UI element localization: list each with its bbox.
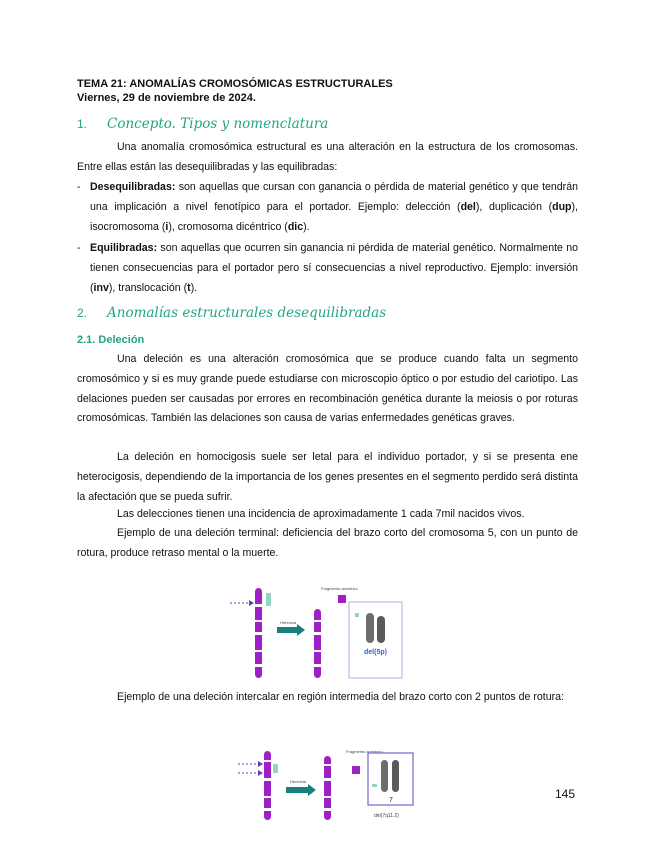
bullet-text: ), cromosoma dicéntrico ( xyxy=(168,220,288,233)
chromosome-band xyxy=(255,650,262,652)
chromosome-band xyxy=(255,604,262,607)
inheritance-label: Herencia xyxy=(280,620,297,625)
break-point-arrow-head xyxy=(249,600,254,606)
section-2-number: 2. xyxy=(77,306,88,320)
abbr-i: i xyxy=(165,220,169,233)
subsection-2-1-heading: 2.1. Deleción xyxy=(77,334,145,346)
abbr-del: del xyxy=(460,200,476,213)
deleted-segment-marker xyxy=(266,593,271,606)
chromosome-band xyxy=(255,664,262,667)
paragraph-intercalar-example: Ejemplo de una deleción intercalar en región intermedia del brazo corto con 2 puntos de rotura: xyxy=(117,691,564,703)
section-1-intro: Una anomalía cromosómica estructural es una alteración en la estructura de los cromosomas. Entre ellas están las desequilibradas y las equilibradas: xyxy=(77,141,578,173)
figure-intercalar-deletion xyxy=(236,748,416,820)
section-1-number: 1. xyxy=(77,117,88,131)
bullet-text: ). xyxy=(303,220,310,233)
bullet-desequilibradas xyxy=(77,178,578,237)
document-date: Viernes, 29 de noviembre de 2024. xyxy=(77,92,256,104)
break-point-arrow-head xyxy=(258,761,263,767)
deleted-segment-marker xyxy=(273,764,278,773)
paragraph-homocigosis: La deleción en homocigosis suele ser letal para el individuo portador, y si se presenta ene heterocigosis, dependiendo de la importancia de los genes presentes en el segmento perdido será distinta la afectación que se pueda sufrir. xyxy=(77,451,578,503)
chromosome-band xyxy=(314,632,321,635)
karyotype-label: del(5p) xyxy=(364,649,387,656)
chromosome-band xyxy=(264,796,271,798)
section-2-heading xyxy=(77,305,386,321)
acentric-fragment xyxy=(338,595,346,603)
inheritance-label: Herencia xyxy=(290,779,307,784)
chromosome-band xyxy=(264,808,271,811)
term-desequilibradas: Desequilibradas: xyxy=(90,181,176,193)
chromosome-band xyxy=(324,764,331,766)
abbr-dup: dup xyxy=(552,200,572,213)
paragraph-incidence: Las delecciones tienen una incidencia de aproximadamente 1 cada 7mil nacidos vivos. xyxy=(117,508,525,520)
fragment-label: Fragmento acéntrico xyxy=(346,749,383,754)
karyotype-chromosome xyxy=(381,760,388,792)
bullet-text: ). xyxy=(190,281,198,294)
chromosome-band xyxy=(314,650,321,652)
paragraph-deletion-definition: Una deleción es una alteración cromosómica que se produce cuando falta un segmento cromosómico y si es muy grande puede estudiarse con microscopio óptico o por estudio del cariotipo. Las delaciones pueden ser causadas por errores en recombinación genética durante la meiosis o por roturas cromosómicas. También las delaciones son causa de varias enfermedades genéticas graves. xyxy=(77,353,578,425)
bullet-dash: - xyxy=(77,242,81,254)
page-number: 145 xyxy=(555,787,576,801)
chromosome-band xyxy=(255,632,262,635)
abbr-dic: dic xyxy=(287,220,304,233)
chromosome-band xyxy=(264,760,271,762)
document-title: TEMA 21: ANOMALÍAS CROMOSÓMICAS ESTRUCTURALES xyxy=(77,78,393,90)
term-equilibradas: Equilibradas: xyxy=(90,242,158,254)
section-1-title: Concepto. Tipos y nomenclatura xyxy=(107,116,329,132)
acentric-fragment xyxy=(352,766,360,774)
chromosome-band xyxy=(324,796,331,798)
karyotype-label: del(7q11.2) xyxy=(374,813,399,819)
inheritance-arrow xyxy=(286,784,316,796)
chromosome-band xyxy=(324,808,331,811)
bullet-text: son aquellas que ocurren sin ganancia ni pérdida de material genético. Normalmente no tienen consecuencias para el portador pero sí consecuencias a nivel reproductivo. Ejemplo: inversión ( xyxy=(90,242,578,294)
paragraph-terminal-example: Ejemplo de una deleción terminal: deficiencia del brazo corto del cromosoma 5, con un punto de rotura, produce retraso mental o la muerte. xyxy=(77,527,578,559)
chromosome-band xyxy=(314,664,321,667)
break-point-arrow-head xyxy=(258,770,263,776)
bullet-text: ), isocromosoma ( xyxy=(90,200,579,233)
figure-terminal-deletion xyxy=(225,582,410,682)
section-1-heading xyxy=(77,116,328,132)
chromosome-band xyxy=(264,778,271,781)
fragment-label: Fragmento acéntrico xyxy=(321,586,358,591)
chromosome-band xyxy=(255,620,262,622)
bullet-text: ), duplicación ( xyxy=(475,200,553,213)
chromosome-band xyxy=(314,620,321,622)
karyotype-chromosome xyxy=(366,613,374,643)
section-2-title: Anomalías estructurales desequilibradas xyxy=(107,305,387,321)
bullet-text: ), translocación ( xyxy=(108,281,188,294)
chromosome-deleted xyxy=(314,609,321,678)
inheritance-arrow xyxy=(277,624,305,636)
bullet-equilibradas xyxy=(77,239,578,298)
karyotype-chromosome xyxy=(377,616,385,643)
bullet-dash: - xyxy=(77,181,81,193)
karyotype-marker xyxy=(372,784,377,787)
karyotype-chromosome xyxy=(392,760,399,792)
abbr-inv: inv xyxy=(93,281,109,294)
abbr-t: t xyxy=(187,281,191,294)
karyotype-chromosome-number: 7 xyxy=(389,797,393,804)
karyotype-marker xyxy=(355,613,359,617)
document-header xyxy=(77,77,393,105)
bullet-text: son aquellas que cursan con ganancia o pérdida de material genético y que tendrán una implicación a nivel fenotípico para el portador. Ejemplo: delección ( xyxy=(90,181,578,213)
chromosome-band xyxy=(324,778,331,781)
